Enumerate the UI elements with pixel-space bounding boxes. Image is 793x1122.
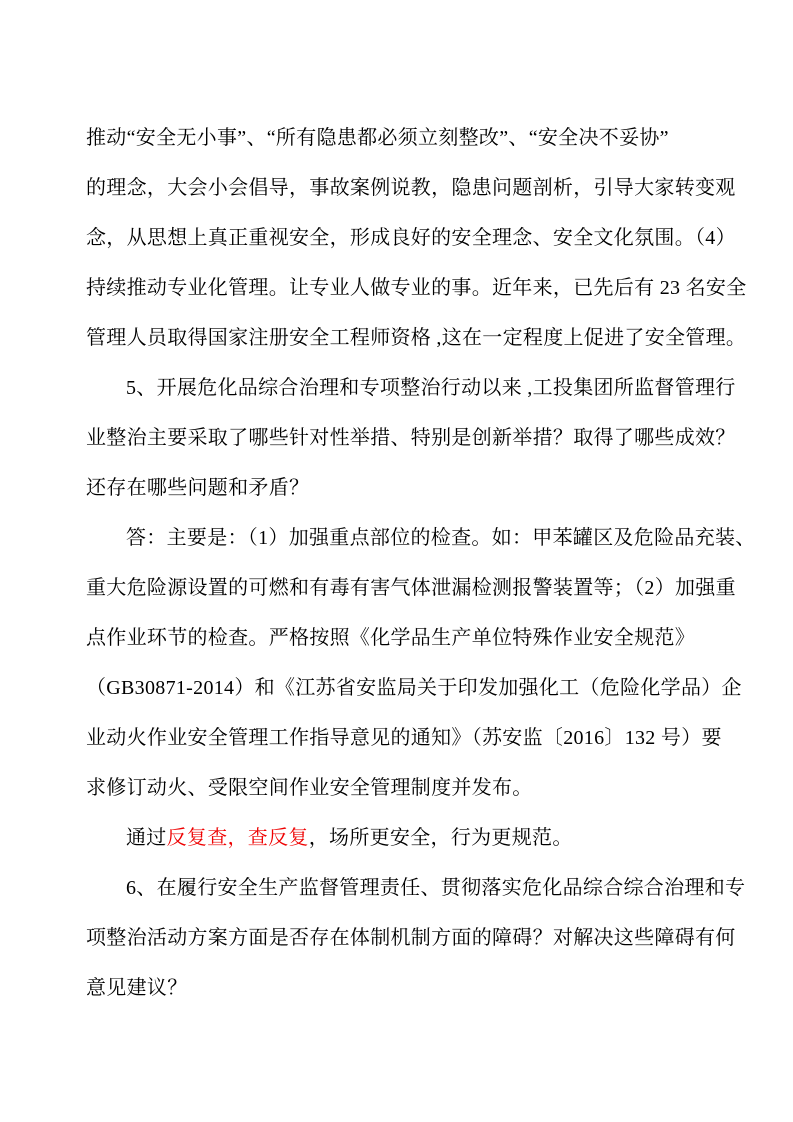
text-line: [86, 913, 736, 963]
text-line: [86, 763, 726, 813]
text-segment: 持续推动专业化管理。让专业人做专业的事。近年来，已先后有 23 名安全: [86, 277, 747, 299]
text-segment: 念，从思想上真正重视安全，形成良好的安全理念、安全文化氛围。（4）: [86, 227, 736, 249]
text-segment: 的理念，大会小会倡导，事故案例说教，隐患问题剖析，引导大家转变观: [86, 177, 736, 199]
document-text-block: [86, 113, 756, 1013]
text-segment: 6、在履行安全生产监督管理责任、贯彻落实危化品综合综合治理和专: [126, 877, 746, 899]
text-line: [86, 663, 742, 713]
text-segment: 点作业环节的检查。严格按照《化学品生产单位特殊作业安全规范》: [86, 627, 695, 649]
text-segment: 重大危险源设置的可燃和有毒有害气体泄漏检测报警装置等；（2）加强重: [86, 577, 736, 599]
text-segment: 通过: [126, 827, 167, 849]
text-segment: 意见建议？: [86, 977, 188, 999]
text-line: [86, 363, 736, 413]
text-segment: 答：主要是：（1）加强重点部位的检查。如：甲苯罐区及危险品充装、: [126, 527, 756, 549]
text-line: [86, 163, 736, 213]
text-segment: 还存在哪些问题和矛盾？: [86, 477, 310, 499]
text-line: [86, 513, 756, 563]
text-segment: 业整治主要采取了哪些针对性举措、特别是创新举措？取得了哪些成效？: [86, 427, 736, 449]
text-segment: ，场所更安全，行为更规范。: [308, 827, 573, 849]
text-line: [86, 963, 726, 1013]
text-line: [86, 313, 747, 363]
text-line: [86, 263, 747, 313]
text-line: [86, 463, 726, 513]
text-line: [86, 863, 746, 913]
text-line: [86, 713, 726, 763]
text-segment: （GB30871-2014）和《江苏省安监局关于印发加强化工（危险化学品）企: [86, 677, 742, 699]
text-line: [86, 813, 726, 863]
text-line: [86, 113, 726, 163]
text-segment: 业动火作业安全管理工作指导意见的通知》（苏安监〔2016〕132 号）要: [86, 727, 722, 749]
text-segment: 求修订动火、受限空间作业安全管理制度并发布。: [86, 777, 533, 799]
text-segment: 管理人员取得国家注册安全工程师资格 ,这在一定程度上促进了安全管理。: [86, 327, 747, 349]
text-line: [86, 563, 736, 613]
text-segment: 项整治活动方案方面是否存在体制机制方面的障碍？对解决这些障碍有何: [86, 927, 736, 949]
text-line: [86, 613, 726, 663]
text-line: [86, 413, 736, 463]
text-segment: 5、开展危化品综合治理和专项整治行动以来 ,工投集团所监督管理行: [126, 377, 736, 399]
highlighted-text: 反复查，查反复: [166, 827, 309, 849]
text-segment: 推动“安全无小事”、“所有隐患都必须立刻整改”、“安全决不妥协”: [86, 127, 669, 149]
text-line: [86, 213, 736, 263]
